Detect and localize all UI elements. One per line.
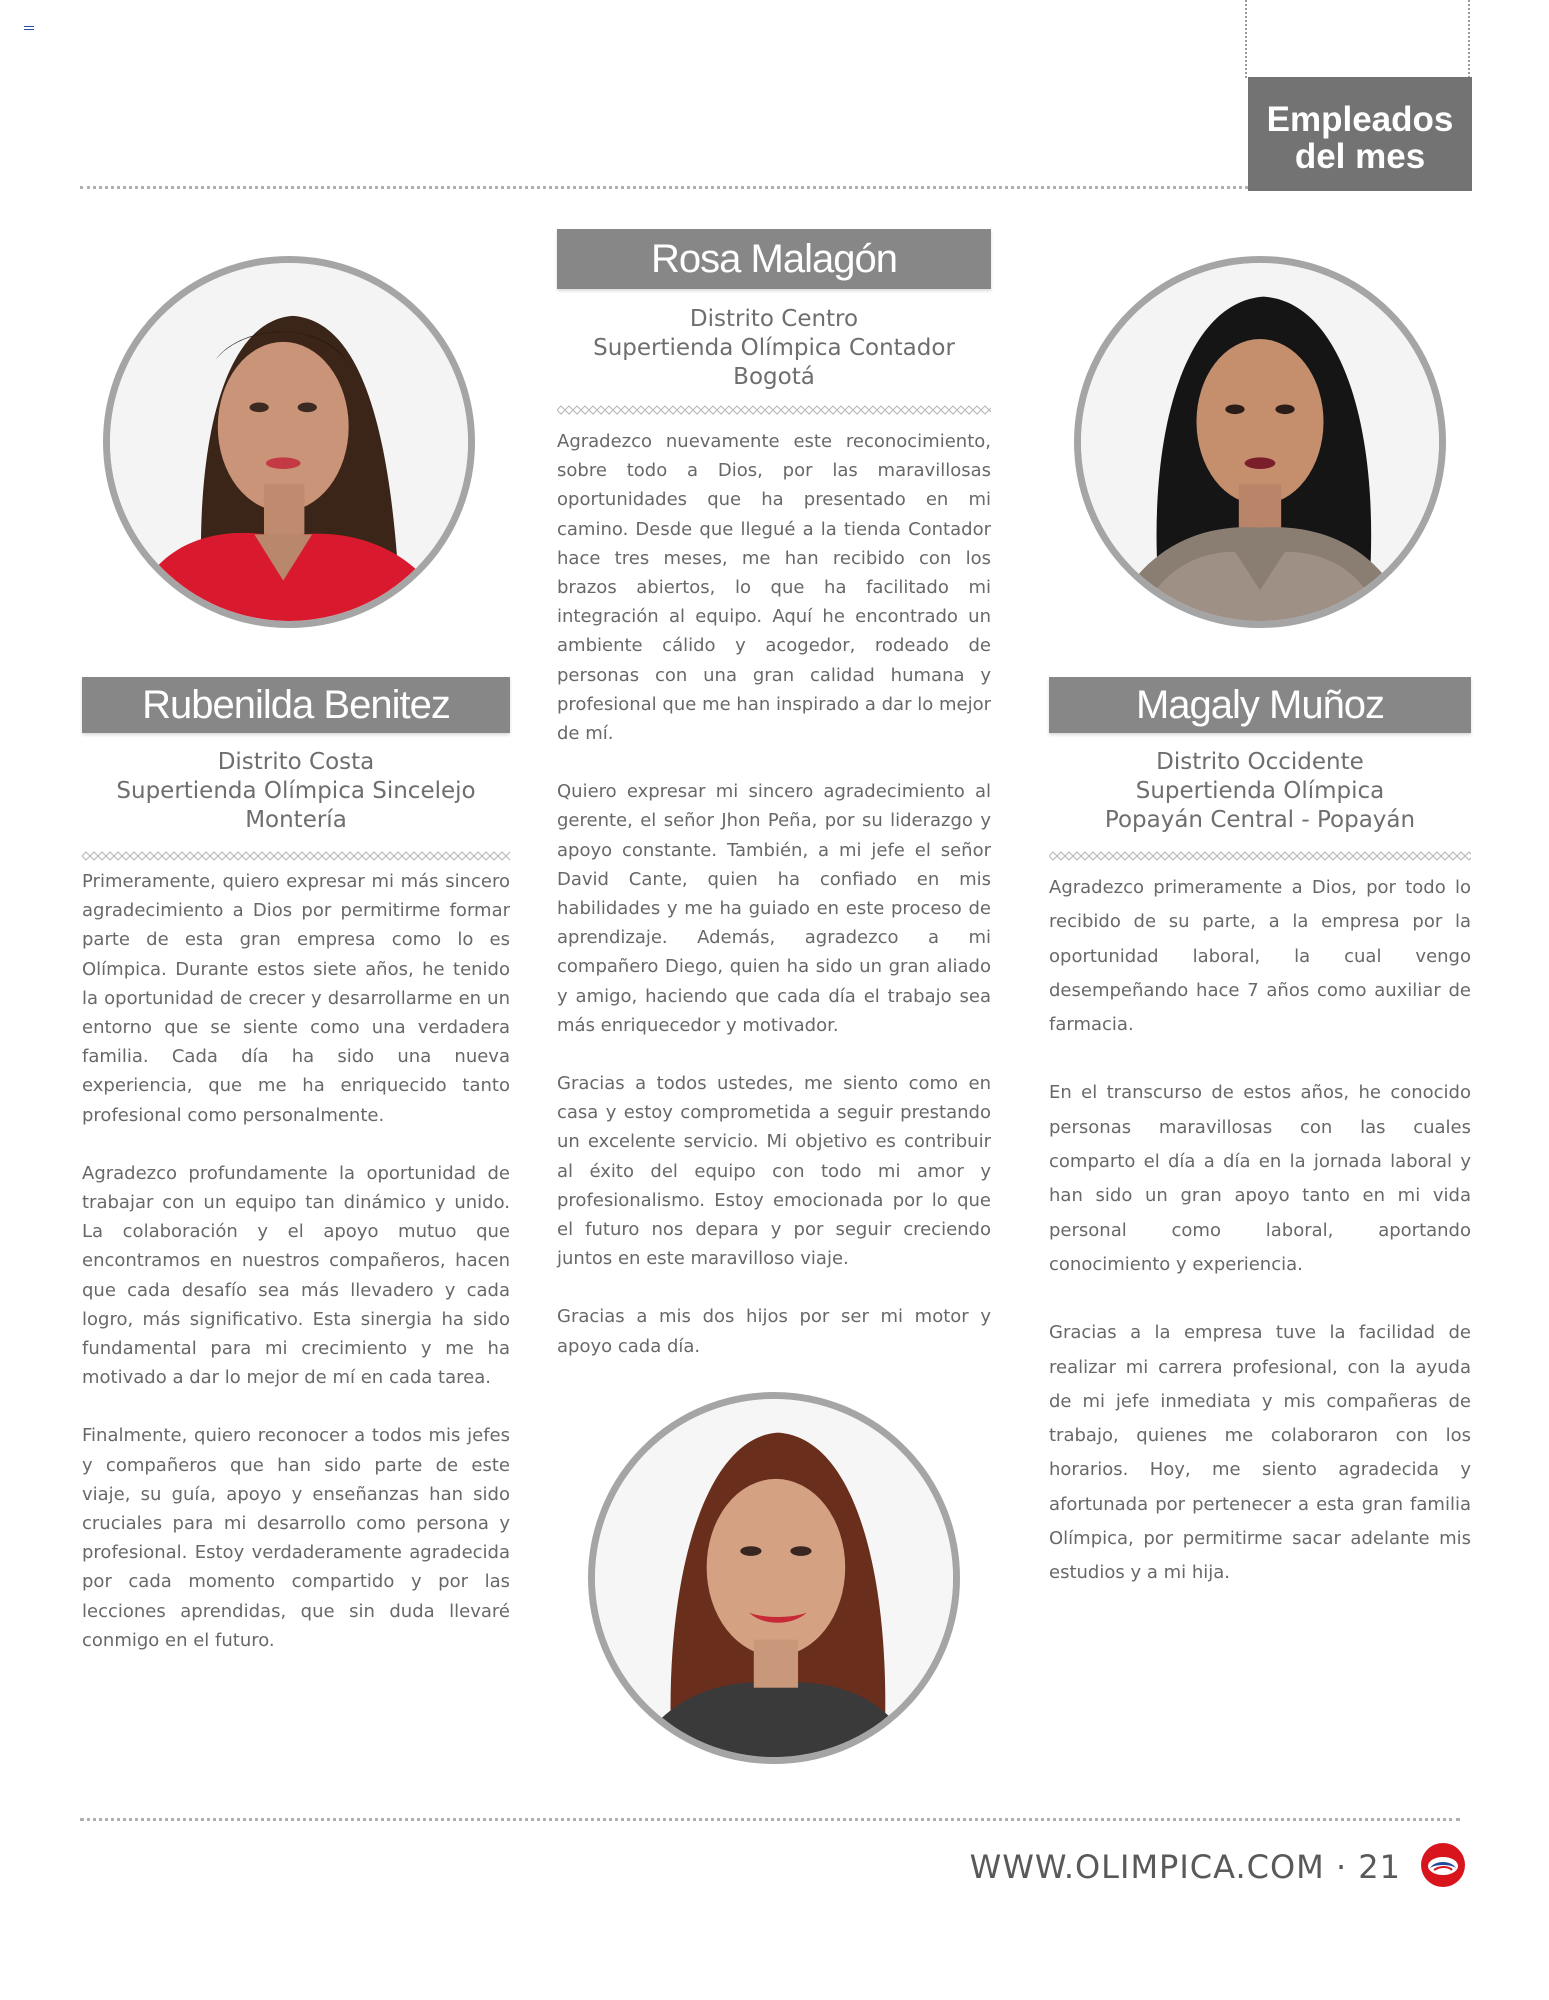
employee-name-rosa: Rosa Malagón xyxy=(557,229,991,289)
olimpica-logo-icon xyxy=(1420,1842,1466,1888)
section-title-line2: del mes xyxy=(1294,137,1426,176)
section-title xyxy=(1248,77,1472,191)
footer-url xyxy=(970,1848,1401,1886)
portrait-illustration xyxy=(110,263,468,621)
zigzag-divider xyxy=(557,404,991,416)
paragraph: Gracias a mis dos hijos por ser mi motor y apoyo cada día. xyxy=(557,1306,991,1357)
employee-name-rubenilda: Rubenilda Benitez xyxy=(82,677,510,733)
separator: · xyxy=(1335,1848,1348,1886)
employee-photo-rosa xyxy=(588,1392,960,1764)
page-number: 21 xyxy=(1358,1848,1401,1886)
header-divider xyxy=(80,186,1248,189)
website-link[interactable]: WWW.OLIMPICA.COM xyxy=(969,1848,1325,1886)
menu-icon xyxy=(24,26,34,33)
store-line-2: Bogotá xyxy=(733,364,815,390)
store-line-2: Popayán Central - Popayán xyxy=(1104,807,1416,833)
section-title-line1: Empleados xyxy=(1266,100,1454,139)
paragraph: Gracias a la empresa tuve la facilidad de realizar mi carrera profesional, con la ayuda de mi jefe inmediata y mis compañeras de trabajo, quienes me colaboraron con los horarios. Hoy, me siento agradecida y afortunada por pertenecer a esta gran familia Olímpica, por permitirme sacar adelante mis estudios y a mi hija. xyxy=(1049,1322,1471,1584)
district-label: Distrito Occidente xyxy=(1156,749,1364,775)
paragraph: Gracias a todos ustedes, me siento como en casa y estoy comprometida a seguir prestando un excelente servicio. Mi objetivo es contribuir al éxito del equipo con todo mi amor y profesionalismo. Estoy emocionada por lo que el futuro nos depara y por seguir creciendo juntos en este maravilloso viaje. xyxy=(557,1073,991,1270)
employee-photo-magaly xyxy=(1074,256,1446,628)
employee-store-rubenilda xyxy=(82,748,510,835)
employee-text-rosa xyxy=(557,427,991,1390)
district-label: Distrito Costa xyxy=(217,749,375,775)
paragraph: Agradezco primeramente a Dios, por todo lo recibido de su parte, a la empresa por la oportunidad laboral, la cual vengo desempeñando hace 7 años como auxiliar de farmacia. xyxy=(1049,877,1471,1036)
paragraph: Agradezco profundamente la oportunidad de trabajar con un equipo tan dinámico y unido. La colaboración y el apoyo mutuo que encontramos en nuestros compañeros, hacen que cada desafío sea más llevadero y cada logro, más significativo. Esta sinergia ha sido fundamental para mi crecimiento y me ha motivado a dar lo mejor de mí en cada tarea. xyxy=(82,1162,510,1389)
district-label: Distrito Centro xyxy=(689,306,859,332)
store-line-2: Montería xyxy=(245,807,347,833)
employee-text-rubenilda xyxy=(82,867,510,1684)
employee-name-magaly: Magaly Muñoz xyxy=(1049,677,1471,733)
store-line-1: Supertienda Olímpica Sincelejo xyxy=(116,778,476,804)
employee-text-magaly xyxy=(1049,871,1471,1625)
employee-store-magaly xyxy=(1049,748,1471,835)
tab-frame-right xyxy=(1468,0,1470,78)
paragraph: En el transcurso de estos años, he conocido personas maravillosas con las cuales comparto el día a día en la jornada laboral y han sido un gran apoyo tanto en mi vida personal como laboral, aportando conocimiento y experiencia. xyxy=(1049,1082,1471,1275)
portrait-illustration xyxy=(595,1399,953,1757)
tab-frame-left xyxy=(1245,0,1247,78)
employee-photo-rubenilda xyxy=(103,256,475,628)
employee-store-rosa xyxy=(557,305,991,392)
store-line-1: Supertienda Olímpica xyxy=(1135,778,1385,804)
portrait-illustration xyxy=(1081,263,1439,621)
paragraph: Quiero expresar mi sincero agradecimiento al gerente, el señor Jhon Peña, por su liderazgo y apoyo constante. También, a mi jefe el señor David Cante, quien ha confiado en mis habilidades y me ha guiado en este proceso de aprendizaje. Además, agradezco a mi compañero Diego, quien ha sido un gran aliado y amigo, haciendo que cada día el trabajo sea más enriquecedor y motivador. xyxy=(557,781,991,1036)
paragraph: Primeramente, quiero expresar mi más sincero agradecimiento a Dios por permitirme formar parte de esta gran empresa como lo es Olímpica. Durante estos siete años, he tenido la oportunidad de crecer y desarrollarme en un entorno que se siente como una verdadera familia. Cada día ha sido una nueva experiencia, que me ha enriquecido tanto profesional como personalmente. xyxy=(82,871,510,1126)
footer-divider xyxy=(80,1818,1460,1821)
zigzag-divider xyxy=(82,850,510,862)
paragraph: Agradezco nuevamente este reconocimiento, sobre todo a Dios, por las maravillosas oportunidades que ha presentado en mi camino. Desde que llegué a la tienda Contador hace tres meses, me han recibido con los brazos abiertos, lo que ha facilitado mi integración al equipo. Aquí he encontrado un ambiente cálido y acogedor, rodeado de personas con una gran calidad humana y profesional que me han inspirado a dar lo mejor de mí. xyxy=(557,431,991,745)
paragraph: Finalmente, quiero reconocer a todos mis jefes y compañeros que han sido parte de este viaje, su guía, apoyo y enseñanzas han sido cruciales para mi desarrollo como persona y profesional. Estoy verdaderamente agradecida por cada momento compartido y por las lecciones aprendidas, que sin duda llevaré conmigo en el futuro. xyxy=(82,1425,510,1651)
store-line-1: Supertienda Olímpica Contador xyxy=(593,335,955,361)
zigzag-divider xyxy=(1049,850,1471,862)
